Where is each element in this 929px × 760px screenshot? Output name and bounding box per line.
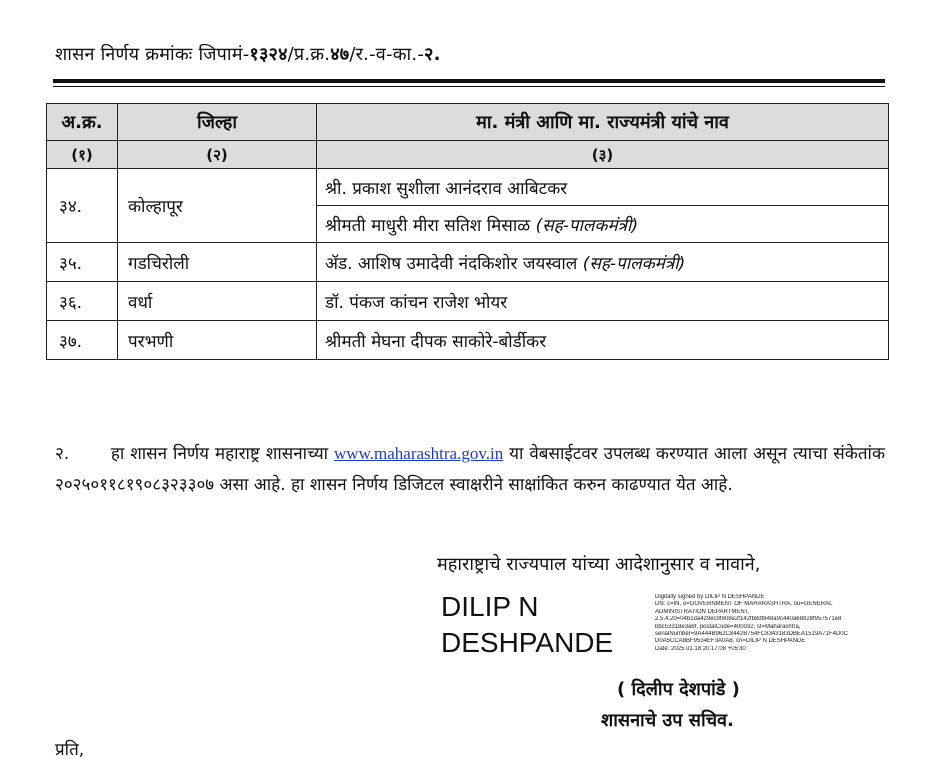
minister-note: (सह-पालकमंत्री) [535,215,639,236]
district-cell: परभणी [118,321,317,360]
signer-name-line2: DESHPANDE [441,627,614,658]
district-cell: वर्धा [118,282,317,321]
signature-detail-line: DN: c=IN, o=GOVERNMENT OF MAHARASHTRA, ou=GENERAL [655,601,833,608]
minister-cell [317,321,889,360]
minister-name: श्री. प्रकाश सुशीला आनंदराव आबिटकर [325,178,568,199]
col-header-district: जिल्हा [118,104,317,141]
recipients-heading: प्रति, [55,740,85,760]
signature-detail-line: Digitally signed by DILIP N DESHPANDE [655,594,765,600]
paragraph-text-end: या वेबसाईटवर उपलब्ध करण्यात आला असून त्याचा संकेतांक २०२५०११८१९०८३२३३०७ असा आहे. हा शासन निर्णय डिजिटल स्वाक्षरीने साक्षांकित करुन काढण्यात येत आहे. [55,444,885,495]
officer-designation: शासनाचे उप सचिव. [601,710,734,731]
minister-cell [317,282,889,321]
signature-detail-line: bbc53318e3a6f, postalCode=400032, st=Maharashtra, [655,623,801,630]
ministers-table [46,103,889,360]
serial-cell: ३४. [47,169,118,243]
officer-name: ( दिलीप देशपांडे ) [617,679,740,700]
digital-signature-name [441,589,613,661]
publication-paragraph [55,438,885,501]
minister-name: श्रीमती मेघना दीपक साकोरे-बोर्डीकर [325,331,547,352]
table-header-row [47,104,889,141]
digital-signature-details [655,594,915,653]
district-cell: कोल्हापूर [118,169,317,243]
col-number-3: (३) [317,141,889,169]
website-link[interactable]: www.maharashtra.gov.in [334,444,504,463]
col-number-2: (२) [118,141,317,169]
signature-detail-line: Date: 2025.01.18 20:17:08 +05'30' [655,645,747,652]
table-row [47,282,889,321]
minister-cell [317,206,889,243]
table-row [47,243,889,282]
minister-name: श्रीमती माधुरी मीरा सतिश मिसाळ [325,215,536,236]
minister-name: ॲड. आशिष उमादेवी नंदकिशोर जयस्वाल [325,253,583,274]
table-row [47,321,889,360]
signature-detail-line: 2.5.4.20=04b1da429ec9f808e2f142fb8df848a9c440a68828f957571e8 [655,616,842,623]
col-number-1: (१) [47,141,118,169]
col-header-minister: मा. मंत्री आणि मा. राज्यमंत्री यांचे नाव [317,104,889,141]
serial-cell: ३६. [47,282,118,321]
minister-name: डॉ. पंकज कांचन राजेश भोयर [325,292,508,313]
col-header-serial: अ.क्र. [47,104,118,141]
district-cell: गडचिरोली [118,243,317,282]
paragraph-text-start: हा शासन निर्णय महाराष्ट्र शासनाच्या [110,444,335,464]
serial-cell: ३५. [47,243,118,282]
header-rule-thin [53,86,885,87]
signature-detail-line: serialNumber=9A444B962C8442B754FC8343183DBEA1519A71F4D0C [655,631,848,638]
signature-detail-line: D0A5CCA8BF9534EF3A0A8, cn=DILIP N DESHPANDE [655,638,806,645]
signature-detail-line: ADMINISTRATION DEPARTMENT, [655,608,750,615]
minister-cell [317,169,889,206]
signer-name-line1: DILIP N [441,591,539,622]
minister-cell [317,243,889,282]
paragraph-number: २. [55,444,70,464]
signature-authority-line: महाराष्ट्राचे राज्यपाल यांच्या आदेशानुसार व नावाने, [437,554,761,575]
serial-cell: ३७. [47,321,118,360]
table-row [47,169,889,206]
order-reference: शासन निर्णय क्रमांकः जिपामं-१३२४/प्र.क्र.४७/र.-व-का.-२. [55,44,441,65]
table-subheader-row [47,141,889,169]
minister-note: (सह-पालकमंत्री) [582,253,686,274]
header-rule-thick [53,79,885,83]
